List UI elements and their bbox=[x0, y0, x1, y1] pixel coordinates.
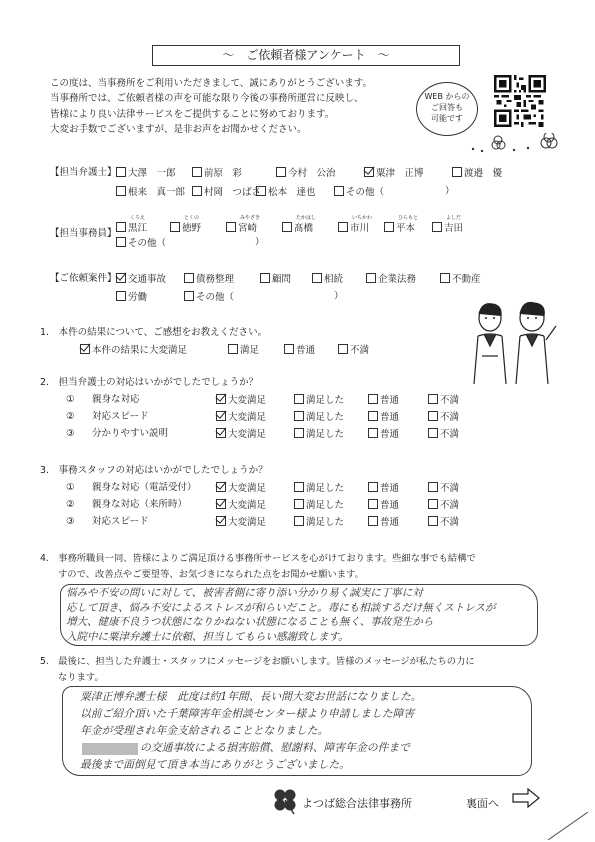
ruby-reading: くろえ bbox=[130, 215, 146, 221]
option-label: 今村 公治 bbox=[288, 168, 336, 179]
intro-text bbox=[50, 76, 372, 137]
option-label: 黒江 bbox=[128, 223, 148, 234]
q2-rating-option[interactable] bbox=[294, 394, 344, 407]
checkbox[interactable] bbox=[294, 411, 304, 421]
checkbox[interactable] bbox=[364, 167, 374, 177]
lawyer-option[interactable] bbox=[452, 167, 502, 180]
lawyer-option[interactable] bbox=[192, 167, 242, 180]
staff-option[interactable] bbox=[116, 237, 166, 250]
row-label: 親身な対応（来所時） bbox=[92, 499, 188, 510]
q2-rating-option[interactable] bbox=[368, 411, 399, 424]
option-label: 普通 bbox=[296, 345, 316, 356]
checkbox[interactable] bbox=[294, 516, 304, 526]
checkbox[interactable] bbox=[116, 273, 126, 283]
lawyer-other-close: ） bbox=[445, 186, 455, 197]
option-label: 吉田 bbox=[444, 223, 464, 234]
row-number: ② bbox=[66, 499, 75, 510]
checkbox[interactable] bbox=[368, 428, 378, 438]
checkbox[interactable] bbox=[260, 273, 270, 283]
q2-rating-option[interactable] bbox=[216, 394, 266, 407]
checkbox[interactable] bbox=[216, 411, 226, 421]
option-label: 前原 彩 bbox=[204, 168, 243, 179]
staff-label: 【担当事務員】 bbox=[50, 228, 117, 239]
ruby-reading: ひらもと bbox=[398, 215, 419, 221]
lawyer-option[interactable] bbox=[192, 186, 261, 199]
handwriting-line: 増大、健康不良うつ状態になりかねない状態になることも無く、事故発生から bbox=[66, 616, 434, 628]
option-label: 大澤 一郎 bbox=[128, 168, 176, 179]
row-label: 分かりやすい説明 bbox=[92, 428, 169, 439]
staff-option[interactable] bbox=[338, 222, 369, 235]
staff-other-close: ） bbox=[255, 237, 265, 248]
ruby-reading: たかはし bbox=[296, 215, 317, 221]
row-label: 対応スピード bbox=[92, 516, 149, 527]
q3-rating-option[interactable] bbox=[368, 482, 399, 495]
option-label: 普通 bbox=[380, 429, 400, 440]
checkbox[interactable] bbox=[428, 411, 438, 421]
option-label: 渡邉 優 bbox=[464, 168, 503, 179]
checkbox[interactable] bbox=[256, 186, 266, 196]
checkbox[interactable] bbox=[80, 344, 90, 354]
intro-line: 当事務所では、ご依頼者様の声を可能な限り今後の事務所運営に反映し、 bbox=[50, 93, 364, 105]
q2-rating-option[interactable] bbox=[294, 411, 344, 424]
option-label: 普通 bbox=[380, 500, 400, 511]
row-label: 親身な対応（電話受付） bbox=[92, 482, 197, 493]
checkbox[interactable] bbox=[116, 186, 126, 196]
lawyer-option[interactable] bbox=[256, 186, 316, 199]
option-label: 満足した bbox=[306, 429, 345, 440]
case-other-close: ） bbox=[334, 291, 344, 302]
q2-rating-option[interactable] bbox=[428, 428, 459, 441]
checkbox[interactable] bbox=[170, 222, 180, 232]
q2-rating-option[interactable] bbox=[368, 428, 399, 441]
checkbox[interactable] bbox=[226, 222, 236, 232]
checkbox[interactable] bbox=[184, 291, 194, 301]
q3-rating-option[interactable] bbox=[216, 516, 266, 529]
checkbox[interactable] bbox=[452, 167, 462, 177]
option-label: その他（ bbox=[196, 292, 235, 303]
checkbox[interactable] bbox=[428, 499, 438, 509]
option-label: 満足した bbox=[306, 483, 345, 494]
checkbox[interactable] bbox=[384, 222, 394, 232]
lawyer-option[interactable] bbox=[364, 167, 424, 180]
option-label: 不満 bbox=[350, 345, 370, 356]
checkbox[interactable] bbox=[368, 516, 378, 526]
checkbox[interactable] bbox=[432, 222, 442, 232]
case-option[interactable] bbox=[184, 273, 234, 286]
option-label: 不満 bbox=[440, 500, 460, 511]
staff-option[interactable] bbox=[432, 222, 463, 235]
checkbox[interactable] bbox=[216, 482, 226, 492]
option-label: 粟津 正博 bbox=[376, 168, 424, 179]
option-label: 不動産 bbox=[452, 274, 481, 285]
q3-rating-option[interactable] bbox=[368, 516, 399, 529]
ruby-reading: いちかわ bbox=[352, 215, 373, 221]
clover-decoration-icon bbox=[468, 133, 560, 157]
lawyer-option[interactable] bbox=[276, 167, 336, 180]
intro-line: 大変お手数でございますが、是非お声をお聞かせください。 bbox=[50, 123, 307, 135]
option-label: 満足した bbox=[306, 517, 345, 528]
ruby-reading: よしだ bbox=[446, 215, 462, 221]
checkbox[interactable] bbox=[192, 186, 202, 196]
handwriting-line: 以前ご紹介頂いた千葉障害年金相談センター様より申請しました障害 bbox=[80, 707, 415, 720]
q2-rating-option[interactable] bbox=[216, 411, 266, 424]
q3-rating-option[interactable] bbox=[294, 499, 344, 512]
checkbox[interactable] bbox=[282, 222, 292, 232]
handwriting-line: 粟津正博弁護士様 此度は約1年間、長い間大変お世話になりました。 bbox=[80, 690, 422, 703]
option-label: 不満 bbox=[440, 483, 460, 494]
option-label: 普通 bbox=[380, 412, 400, 423]
q5-title-cont: なります。 bbox=[58, 672, 104, 683]
checkbox[interactable] bbox=[116, 167, 126, 177]
bubble-line: 可能です bbox=[431, 114, 463, 123]
option-label: 満足した bbox=[306, 395, 345, 406]
next-page-label: 裏面へ bbox=[466, 797, 499, 810]
checkbox[interactable] bbox=[368, 411, 378, 421]
q2-rating-option[interactable] bbox=[428, 411, 459, 424]
option-label: 大変満足 bbox=[228, 395, 267, 406]
lawyer-option[interactable] bbox=[334, 186, 384, 199]
option-label: 不満 bbox=[440, 412, 460, 423]
option-label: 企業法務 bbox=[378, 274, 417, 285]
lawyer-label: 【担当弁護士】 bbox=[50, 167, 117, 178]
row-number: ③ bbox=[66, 516, 75, 527]
checkbox[interactable] bbox=[294, 428, 304, 438]
bubble-line: WEB からの bbox=[424, 92, 470, 101]
q1-option[interactable] bbox=[284, 344, 315, 357]
qr-code[interactable] bbox=[494, 75, 546, 127]
option-label: 市川 bbox=[350, 223, 370, 234]
q2-rating-option[interactable] bbox=[216, 428, 266, 441]
checkbox[interactable] bbox=[184, 273, 194, 283]
redacted-block bbox=[82, 743, 138, 755]
checkbox[interactable] bbox=[116, 291, 126, 301]
option-label: 徳野 bbox=[182, 223, 202, 234]
row-label: 対応スピード bbox=[92, 411, 149, 422]
q3-rating-option[interactable] bbox=[428, 482, 459, 495]
q5-title: 5. 最後に、担当した弁護士・スタッフにメッセージをお願いします。皆様のメッセージが私たちの力に bbox=[40, 656, 475, 667]
checkbox[interactable] bbox=[334, 186, 344, 196]
intro-line: この度は、当事務所をご利用いただきまして、誠にありがとうございます。 bbox=[50, 78, 373, 89]
checkbox[interactable] bbox=[428, 516, 438, 526]
option-label: 平本 bbox=[396, 223, 416, 234]
page-title: 〜 ご依頼者様アンケート 〜 bbox=[152, 45, 460, 66]
case-option[interactable] bbox=[184, 291, 234, 304]
option-label: 普通 bbox=[380, 483, 400, 494]
option-label: 宮崎 bbox=[238, 223, 258, 234]
option-label: 満足した bbox=[306, 412, 345, 423]
q4-title-cont: すので、改善点やご要望等、お気づきになられた点をお聞かせ願います。 bbox=[58, 569, 364, 580]
option-label: 根来 真一郎 bbox=[128, 187, 186, 198]
handwriting-line: 入院中に粟津弁護士に依頼、担当してもらい感謝致します。 bbox=[66, 630, 349, 643]
option-label: 普通 bbox=[380, 517, 400, 528]
case-option[interactable] bbox=[116, 291, 147, 304]
option-label: その他（ bbox=[128, 238, 167, 249]
staff-option[interactable] bbox=[170, 222, 201, 235]
checkbox[interactable] bbox=[294, 394, 304, 404]
checkbox[interactable] bbox=[440, 273, 450, 283]
case-option[interactable] bbox=[260, 273, 291, 286]
checkbox[interactable] bbox=[116, 222, 126, 232]
checkbox[interactable] bbox=[428, 394, 438, 404]
q1-title: 1. 本件の結果について、ご感想をお教えください。 bbox=[40, 327, 268, 338]
q3-rating-option[interactable] bbox=[216, 482, 266, 495]
staff-option[interactable] bbox=[226, 222, 257, 235]
option-label: 交通事故 bbox=[128, 274, 167, 285]
q3-rating-option[interactable] bbox=[216, 499, 266, 512]
checkbox[interactable] bbox=[284, 344, 294, 354]
checkbox[interactable] bbox=[428, 482, 438, 492]
option-label: 不満 bbox=[440, 517, 460, 528]
option-label: 労働 bbox=[128, 292, 148, 303]
staff-option[interactable] bbox=[384, 222, 415, 235]
handwriting-line: 年金が受理され年金支給されることとなりました。 bbox=[80, 724, 329, 737]
handwriting-line: の交通事故による損害賠償、慰謝料、障害年金の件まで bbox=[140, 741, 410, 754]
q3-rating-option[interactable] bbox=[428, 516, 459, 529]
case-option[interactable] bbox=[440, 273, 481, 286]
web-answer-bubble bbox=[416, 82, 478, 136]
handwriting-line: 応して頂き、悩み不安によるストレスが和らいだこと。毒にも相談するだけ無くストレスが bbox=[66, 601, 496, 614]
q2-title: 2. 担当弁護士の対応はいかがでしたでしょうか？ bbox=[40, 377, 259, 388]
q3-rating-option[interactable] bbox=[428, 499, 459, 512]
option-label: 不満 bbox=[440, 429, 460, 440]
lawyer-option[interactable] bbox=[116, 186, 185, 199]
option-label: 大変満足 bbox=[228, 429, 267, 440]
checkbox[interactable] bbox=[276, 167, 286, 177]
checkbox[interactable] bbox=[216, 516, 226, 526]
q3-rating-option[interactable] bbox=[368, 499, 399, 512]
ruby-reading: とくの bbox=[184, 215, 200, 221]
checkbox[interactable] bbox=[116, 237, 126, 247]
q2-rating-option[interactable] bbox=[294, 428, 344, 441]
q1-option[interactable] bbox=[338, 344, 369, 357]
q1-option[interactable] bbox=[80, 344, 187, 357]
option-label: 普通 bbox=[380, 395, 400, 406]
option-label: その他（ bbox=[346, 187, 385, 198]
option-label: 顧問 bbox=[272, 274, 292, 285]
q4-title: 4. 事務所職員一同、皆様によりご満足頂ける事務所サービスを心がけております。些細な事でも結構で bbox=[40, 553, 476, 564]
q3-title: 3. 事務スタッフの対応はいかがでしたでしょうか？ bbox=[40, 465, 268, 476]
row-label: 親身な対応 bbox=[92, 394, 140, 405]
checkbox[interactable] bbox=[338, 344, 348, 354]
case-option[interactable] bbox=[312, 273, 343, 286]
option-label: 大変満足 bbox=[228, 517, 267, 528]
checkbox[interactable] bbox=[366, 273, 376, 283]
option-label: 本件の結果に大変満足 bbox=[92, 345, 188, 356]
q3-rating-option[interactable] bbox=[294, 482, 344, 495]
ruby-reading: みやざき bbox=[240, 215, 261, 221]
checkbox[interactable] bbox=[216, 499, 226, 509]
option-label: 相続 bbox=[324, 274, 344, 285]
firm-name: よつば総合法律事務所 bbox=[302, 797, 412, 810]
q3-rating-option[interactable] bbox=[294, 516, 344, 529]
intro-line: 皆様により良い法律サービスをご提供することに努めております。 bbox=[50, 108, 335, 120]
checkbox[interactable] bbox=[368, 499, 378, 509]
option-label: 村岡 つばさ bbox=[204, 187, 262, 198]
option-label: 不満 bbox=[440, 395, 460, 406]
case-label: 【ご依頼案件】 bbox=[50, 273, 117, 284]
option-label: 大変満足 bbox=[228, 483, 267, 494]
checkbox[interactable] bbox=[216, 394, 226, 404]
q4-answer bbox=[66, 586, 495, 644]
q1-option[interactable] bbox=[228, 344, 259, 357]
bubble-line: ご回答も bbox=[431, 103, 463, 112]
row-number: ① bbox=[66, 394, 75, 405]
staff-option[interactable] bbox=[282, 222, 313, 235]
q2-rating-option[interactable] bbox=[368, 394, 399, 407]
option-label: 大変満足 bbox=[228, 412, 267, 423]
option-label: 満足 bbox=[240, 345, 260, 356]
checkbox[interactable] bbox=[428, 428, 438, 438]
option-label: 債務整理 bbox=[196, 274, 235, 285]
checkbox[interactable] bbox=[294, 482, 304, 492]
clover-logo-icon bbox=[270, 786, 300, 816]
row-number: ① bbox=[66, 482, 75, 493]
row-number: ③ bbox=[66, 428, 75, 439]
checkbox[interactable] bbox=[216, 428, 226, 438]
row-number: ② bbox=[66, 411, 75, 422]
lawyers-illustration bbox=[460, 296, 565, 388]
staff-option[interactable] bbox=[116, 222, 147, 235]
option-label: 松本 達也 bbox=[268, 187, 316, 198]
checkbox[interactable] bbox=[192, 167, 202, 177]
option-label: 満足した bbox=[306, 500, 345, 511]
checkbox[interactable] bbox=[294, 499, 304, 509]
option-label: 大変満足 bbox=[228, 500, 267, 511]
arrow-right-icon[interactable] bbox=[512, 788, 540, 808]
handwriting-line: 最後まで面倒見て頂き本当にありがとうございました。 bbox=[80, 758, 350, 771]
lawyer-option[interactable] bbox=[116, 167, 176, 180]
handwriting-line: 悩みや不安の問いに対して、被害者側に寄り添い分かり易く誠実に丁寧に対 bbox=[66, 587, 423, 599]
case-option[interactable] bbox=[116, 273, 166, 286]
option-label: 髙橋 bbox=[294, 223, 314, 234]
page-fold-corner bbox=[548, 812, 588, 840]
checkbox[interactable] bbox=[338, 222, 348, 232]
checkbox[interactable] bbox=[368, 394, 378, 404]
q2-rating-option[interactable] bbox=[428, 394, 459, 407]
checkbox[interactable] bbox=[228, 344, 238, 354]
checkbox[interactable] bbox=[312, 273, 322, 283]
checkbox[interactable] bbox=[368, 482, 378, 492]
case-option[interactable] bbox=[366, 273, 416, 286]
q5-answer bbox=[80, 688, 422, 773]
